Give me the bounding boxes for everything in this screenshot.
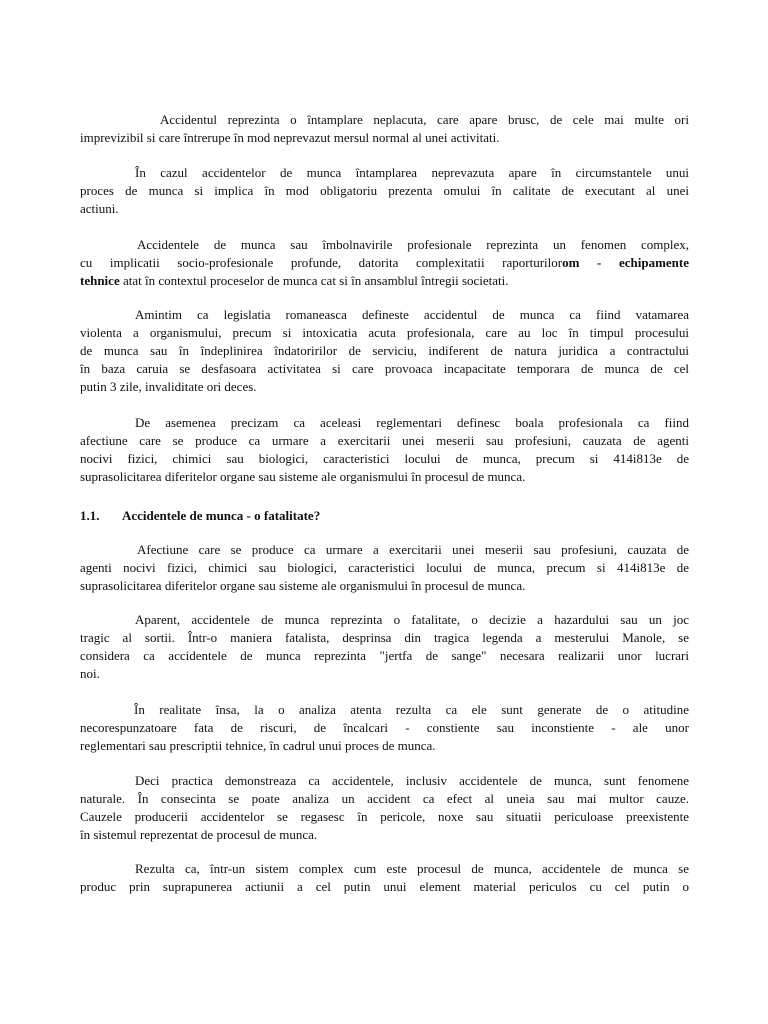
paragraph-legislation <box>80 306 689 396</box>
paragraph-occupational-disease <box>80 414 689 486</box>
text-line: agenti nocivi fizici, chimici sau biologici, caracteristici locului de munca, precum si 414i813e de <box>80 560 689 575</box>
text-line: Amintim ca legislatia romaneasca defineste accidentul de munca ca fiind vatamarea <box>135 307 689 322</box>
paragraph-accident-definition <box>80 111 689 147</box>
text-line: În realitate însa, la o analiza atenta rezulta ca ele sunt generate de o atitudine <box>134 702 689 717</box>
text-line: putin 3 zile, invaliditate ori deces. <box>80 379 257 394</box>
bold-term: tehnice <box>80 273 120 288</box>
paragraph-affection <box>80 541 689 595</box>
text-line: în baza caruia se desfasoara activitatea si care provoaca incapacitate temporara de munca de cel <box>80 361 689 376</box>
text-line: suprasolicitarea diferitelor organe sau sisteme ale organismului în procesul de munca. <box>80 578 526 593</box>
text-line: suprasolicitarea diferitelor organe sau sisteme ale organismului în procesul de munca. <box>80 469 526 484</box>
text-line <box>80 254 689 272</box>
text-line: de munca sau în îndeplinirea îndatoririlor de serviciu, indiferent de natura juridica a contractului <box>80 343 689 358</box>
text-run: atat în contextul proceselor de munca cat si în ansamblul întregii societati. <box>119 273 509 288</box>
text-line: Accidentul reprezinta o întamplare neplacuta, care apare brusc, de cele mai multe ori <box>160 112 689 127</box>
paragraph-practice <box>80 772 689 844</box>
text-run: cu implicatii socio-profesionale profunde, datorita complexitatii raporturilor <box>80 255 563 270</box>
text-line: considera ca accidentele de munca reprezinta "jertfa de sange" necesara realizarii unor lucrari <box>80 648 689 663</box>
text-line: noi. <box>80 666 100 681</box>
text-line: naturale. În consecinta se poate analiza un accident ca efect al uneia sau mai multor cauze. <box>80 791 689 806</box>
text-line <box>80 272 689 290</box>
text-line: afectiune care se produce ca urmare a exercitarii unei meserii sau profesiuni, cauzata de agenti <box>80 433 689 448</box>
section-heading <box>80 506 320 526</box>
text-line: Rezulta ca, într-un sistem complex cum este procesul de munca, accidentele de munca se <box>135 861 689 876</box>
bold-term: om - echipamente <box>562 255 689 270</box>
section-number: 1.1. <box>80 508 100 523</box>
text-line: necorespunzatoare fata de riscuri, de încalcari - constiente sau inconstiente - ale unor <box>80 720 689 735</box>
text-line: Cauzele producerii accidentelor se regasesc în pericole, noxe sau situatii periculoase preexistente <box>80 809 689 824</box>
text-line: imprevizibil si care întrerupe în mod neprevazut mersul normal al unei activitati. <box>80 130 500 145</box>
text-line: reglementari sau prescriptii tehnice, în cadrul unui proces de munca. <box>80 738 436 753</box>
paragraph-complex-phenomenon <box>80 236 689 290</box>
paragraph-reality <box>80 701 689 755</box>
text-line: tragic al sortii. Într-o maniera fatalista, desprinsa din tragica legenda a mesterului Manole, se <box>80 630 689 645</box>
text-line: în sistemul reprezentat de procesul de munca. <box>80 827 318 842</box>
text-line: În cazul accidentelor de munca întamplarea neprevazuta apare în circumstantele unui <box>135 165 689 180</box>
text-line: violenta a organismului, precum si intoxicatia acuta profesionala, care au loc în timpul procesului <box>80 325 689 340</box>
paragraph-complex-system <box>80 860 689 896</box>
text-line: produc prin suprapunerea actiunii a cel putin unui element material periculos cu cel putin o <box>80 879 689 894</box>
text-line: Deci practica demonstreaza ca accidentele, inclusiv accidentele de munca, sunt fenomene <box>135 773 689 788</box>
text-line: Aparent, accidentele de munca reprezinta o fatalitate, o decizie a hazardului sau un joc <box>135 612 689 627</box>
paragraph-fatality <box>80 611 689 683</box>
text-line: actiuni. <box>80 201 119 216</box>
paragraph-work-accidents <box>80 164 689 218</box>
text-line: nocivi fizici, chimici sau biologici, caracteristici locului de munca, precum si 414i813e de <box>80 451 689 466</box>
text-line: Accidentele de munca sau îmbolnavirile profesionale reprezinta un fenomen complex, <box>137 237 689 252</box>
section-title: Accidentele de munca - o fatalitate? <box>122 508 321 523</box>
text-line: De asemenea precizam ca aceleasi reglementari definesc boala profesionala ca fiind <box>135 415 689 430</box>
text-line: Afectiune care se produce ca urmare a exercitarii unei meserii sau profesiuni, cauzata de <box>137 542 689 557</box>
text-line: proces de munca si implica în mod obligatoriu prezenta omului în calitate de executant al unei <box>80 183 689 198</box>
